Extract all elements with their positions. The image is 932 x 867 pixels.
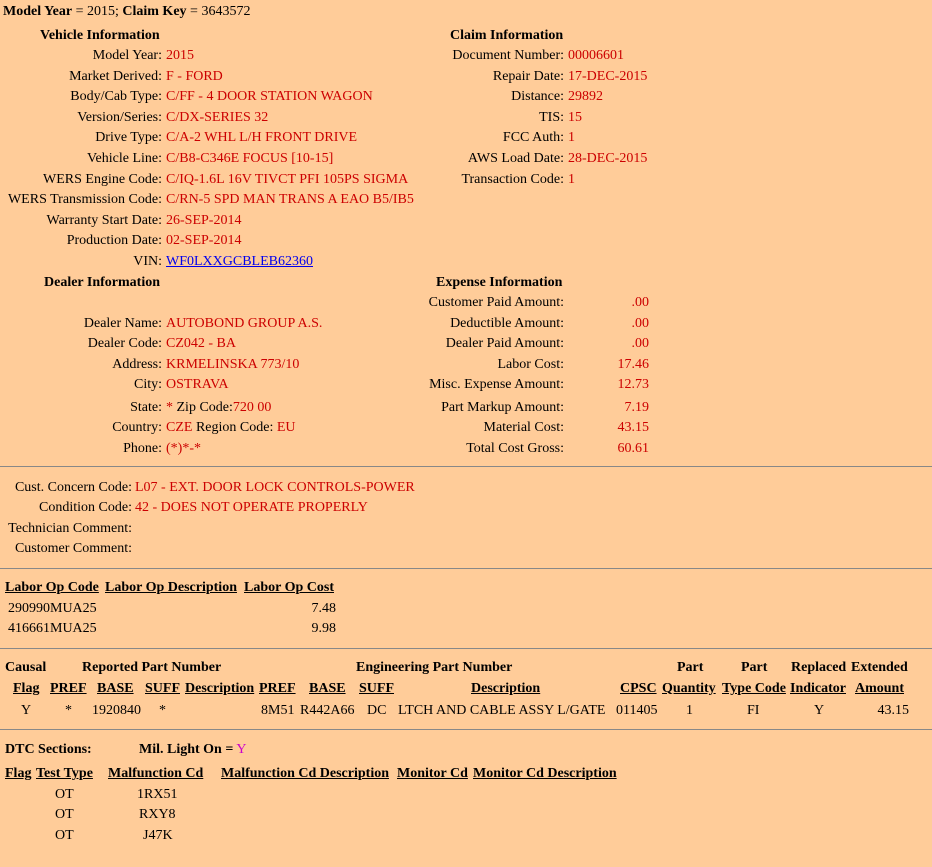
region-label: Region Code: (195, 420, 274, 435)
mil-light-row (139, 742, 246, 758)
engineering-pref-header: PREF (259, 681, 296, 696)
dealer-code-label: Dealer Code: (87, 336, 162, 351)
type-code-header: Type Code (722, 681, 786, 696)
indicator-header: Indicator (790, 681, 846, 696)
labor-op-cost-header: Labor Op Cost (244, 580, 334, 595)
customer-comment-label: Customer Comment: (14, 541, 132, 556)
labor-op-cost: 9.98 (311, 621, 336, 636)
dealer-name-label: Dealer Name: (83, 316, 162, 331)
cpsc-value: 011405 (616, 703, 658, 718)
condition-code-label: Condition Code: (39, 500, 132, 515)
vehicle-info-title: Vehicle Information (40, 28, 160, 43)
dtc-malfunction-cd: RXY8 (139, 807, 176, 822)
quantity-value: 1 (686, 703, 693, 718)
claim-info-title: Claim Information (450, 28, 564, 43)
zip-label: Zip Code: (176, 400, 233, 415)
causal-group-header: Causal (5, 660, 47, 675)
claim-header: Model Year = 2015; Claim Key = 3643572 (3, 4, 251, 19)
total-cost-gross-value: 60.61 (617, 441, 649, 456)
aws-load-date-value: 28-DEC-2015 (568, 151, 648, 166)
divider (0, 729, 932, 730)
misc-expense-label: Misc. Expense Amount: (429, 377, 564, 392)
transmission-code-value: C/RN-5 SPD MAN TRANS A EAO B5/IB5 (166, 192, 414, 207)
country-value: CZE (166, 420, 193, 435)
material-cost-label: Material Cost: (483, 420, 564, 435)
deductible-label: Deductible Amount: (450, 316, 564, 331)
region-value: EU (276, 420, 296, 435)
document-number-label: Document Number: (452, 48, 564, 63)
dealer-name-value: AUTOBOND GROUP A.S. (166, 316, 323, 331)
repair-date-value: 17-DEC-2015 (568, 69, 648, 84)
part-type-group-header: Part (741, 660, 768, 675)
phone-label: Phone: (123, 441, 162, 456)
market-derived-label: Market Derived: (69, 69, 162, 84)
production-date-value: 02-SEP-2014 (166, 233, 242, 248)
state-label: State: (130, 400, 162, 415)
address-label: Address: (112, 357, 162, 372)
dtc-test-type: OT (55, 787, 74, 802)
amount-header: Amount (855, 681, 905, 696)
part-quantity-group-header: Part (677, 660, 704, 675)
dealer-code-value: CZ042 - BA (166, 336, 236, 351)
table-row (8, 601, 97, 617)
expense-info-title: Expense Information (436, 275, 563, 290)
dealer-paid-label: Dealer Paid Amount: (445, 336, 564, 351)
transaction-code-label: Transaction Code: (461, 172, 564, 187)
material-cost-value: 43.15 (617, 420, 649, 435)
market-derived-value: F - FORD (166, 69, 223, 84)
engineering-base: R442A66 (300, 703, 355, 718)
state-zip-row (166, 400, 271, 416)
vin-label: VIN: (133, 254, 162, 269)
vehicle-line-value: C/B8-C346E FOCUS [10-15] (166, 151, 334, 166)
cust-concern-label: Cust. Concern Code: (14, 480, 132, 495)
part-markup-value: 7.19 (624, 400, 649, 415)
indicator-value: Y (814, 703, 825, 718)
drive-type-value: C/A-2 WHL L/H FRONT DRIVE (166, 130, 358, 145)
engine-code-label: WERS Engine Code: (43, 172, 162, 187)
customer-paid-value: .00 (631, 295, 649, 310)
monitor-cd-description-header: Monitor Cd Description (473, 766, 617, 781)
causal-flag: Y (21, 703, 32, 718)
version-value: C/DX-SERIES 32 (166, 110, 269, 125)
engineering-suff: DC (367, 703, 387, 718)
warranty-start-label: Warranty Start Date: (46, 213, 162, 228)
reported-base-header: BASE (97, 681, 134, 696)
engineering-suff-header: SUFF (359, 681, 394, 696)
malfunction-cd-header: Malfunction Cd (108, 766, 204, 781)
city-label: City: (133, 377, 162, 392)
dtc-test-type-header: Test Type (36, 766, 93, 781)
phone-value: (*)*-* (166, 441, 201, 456)
reported-suff: * (159, 703, 166, 718)
country-label: Country: (112, 420, 162, 435)
divider (0, 466, 932, 467)
labor-op-code: 416661MUA25 (8, 621, 97, 636)
dtc-flag-header: Flag (5, 766, 32, 781)
reported-pref: * (65, 703, 72, 718)
divider (0, 568, 932, 569)
transmission-code-label: WERS Transmission Code: (7, 192, 162, 207)
tis-value: 15 (568, 110, 582, 125)
labor-cost-label: Labor Cost: (497, 357, 564, 372)
model-year-label: Model Year: (92, 48, 162, 63)
drive-type-label: Drive Type: (95, 130, 162, 145)
model-year-value: 2015 (166, 48, 194, 63)
table-row (8, 621, 97, 637)
state-value: * (166, 400, 173, 415)
fcc-auth-value: 1 (568, 130, 575, 145)
extended-group-header: Extended (851, 660, 908, 675)
reported-part-group-header: Reported Part Number (82, 660, 222, 675)
labor-op-cost: 7.48 (311, 601, 336, 616)
amount-value: 43.15 (877, 703, 909, 718)
aws-load-date-label: AWS Load Date: (467, 151, 564, 166)
distance-value: 29892 (568, 89, 603, 104)
reported-base: 1920840 (92, 703, 141, 718)
body-cab-label: Body/Cab Type: (70, 89, 162, 104)
distance-label: Distance: (511, 89, 564, 104)
condition-code-value: 42 - DOES NOT OPERATE PROPERLY (135, 500, 368, 515)
misc-expense-value: 12.73 (617, 377, 649, 392)
city-value: OSTRAVA (166, 377, 229, 392)
zip-value: 720 00 (232, 400, 272, 415)
mil-light-label: Mil. Light On = (139, 742, 234, 757)
engineering-part-group-header: Engineering Part Number (356, 660, 513, 675)
malfunction-cd-description-header: Malfunction Cd Description (221, 766, 389, 781)
total-cost-gross-label: Total Cost Gross: (466, 441, 564, 456)
repair-date-label: Repair Date: (492, 69, 564, 84)
document-number-value: 00006601 (568, 48, 624, 63)
mil-light-value: Y (236, 742, 247, 757)
deductible-value: .00 (631, 316, 649, 331)
engineering-description: LTCH AND CABLE ASSY L/GATE (398, 703, 606, 718)
customer-paid-label: Customer Paid Amount: (428, 295, 564, 310)
engineering-base-header: BASE (309, 681, 346, 696)
fcc-auth-label: FCC Auth: (502, 130, 564, 145)
dealer-paid-value: .00 (631, 336, 649, 351)
version-label: Version/Series: (77, 110, 162, 125)
monitor-cd-header: Monitor Cd (397, 766, 468, 781)
dtc-sections-label: DTC Sections: (5, 742, 92, 757)
body-cab-value: C/FF - 4 DOOR STATION WAGON (166, 89, 373, 104)
reported-suff-header: SUFF (145, 681, 180, 696)
transaction-code-value: 1 (568, 172, 575, 187)
labor-op-description-header: Labor Op Description (105, 580, 237, 595)
dtc-test-type: OT (55, 807, 74, 822)
vin-link[interactable]: WF0LXXGCBLEB62360 (166, 254, 313, 269)
cpsc-header: CPSC (620, 681, 657, 696)
dealer-info-title: Dealer Information (44, 275, 160, 290)
flag-header: Flag (13, 681, 40, 696)
replaced-group-header: Replaced (791, 660, 847, 675)
dtc-malfunction-cd: J47K (143, 828, 173, 843)
engineering-pref: 8M51 (261, 703, 295, 718)
labor-op-code: 290990MUA25 (8, 601, 97, 616)
country-region-row (166, 420, 296, 436)
warranty-start-value: 26-SEP-2014 (166, 213, 242, 228)
address-value: KRMELINSKA 773/10 (166, 357, 300, 372)
engine-code-value: C/IQ-1.6L 16V TIVCT PFI 105PS SIGMA (166, 172, 409, 187)
part-markup-label: Part Markup Amount: (441, 400, 564, 415)
technician-comment-label: Technician Comment: (8, 521, 132, 536)
labor-op-code-header: Labor Op Code (5, 580, 99, 595)
reported-description-header: Description (185, 681, 255, 696)
dtc-malfunction-cd: 1RX51 (137, 787, 178, 802)
type-code-value: FI (747, 703, 760, 718)
dtc-test-type: OT (55, 828, 74, 843)
divider (0, 648, 932, 649)
quantity-header: Quantity (662, 681, 716, 696)
reported-pref-header: PREF (50, 681, 87, 696)
labor-cost-value: 17.46 (617, 357, 649, 372)
engineering-description-header: Description (471, 681, 541, 696)
tis-label: TIS: (539, 110, 564, 125)
cust-concern-value: L07 - EXT. DOOR LOCK CONTROLS-POWER (135, 480, 415, 495)
production-date-label: Production Date: (66, 233, 162, 248)
vehicle-line-label: Vehicle Line: (86, 151, 162, 166)
